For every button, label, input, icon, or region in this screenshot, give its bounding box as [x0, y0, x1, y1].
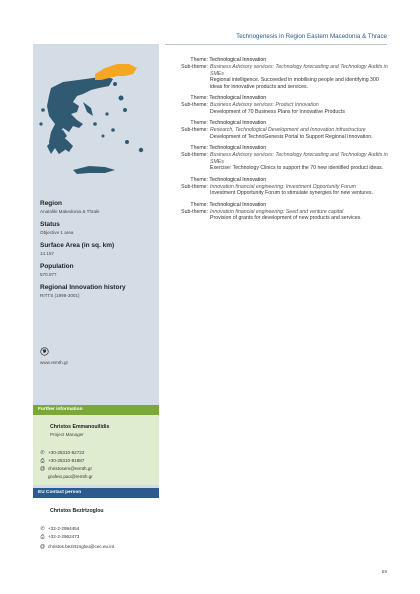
theme-title: Technological Innovation	[209, 95, 267, 101]
subtheme-text: Business Advisory services: Technology forecasting and Technology Audits in SMEs	[210, 64, 388, 77]
page-header-title: Technogenesis in Region Eastern Macedonia & Thrace	[236, 33, 387, 40]
theme-description: Development of 70 Business Plans for Innovative Products	[210, 108, 345, 115]
evia	[83, 102, 93, 116]
status-value: Objective 1 area	[40, 230, 74, 235]
eu-contact-heading: EU Contact person	[33, 488, 159, 498]
eu-contact-name: Christos Bezirtzoglou	[50, 508, 104, 514]
region-value: Anatoliki Makedonia & Thraki	[40, 209, 100, 214]
further-info-name: Christos Emmanouilidis	[50, 424, 110, 430]
further-info-phone: ✆ +30-25310-82722	[37, 450, 157, 456]
theme-block: Theme: Technological Innovation Sub-theme: Business Advisory services: Product Innovation Development of 70 Business Plans for Innovative Products	[166, 95, 388, 115]
header-divider	[165, 44, 387, 45]
subtheme-text: Business Advisory services: Technology forecasting and Technology Audits in SMEs	[210, 152, 388, 165]
subtheme-text: Research, Technological Development and Innovation infrastructure	[210, 127, 366, 133]
further-info-email-2[interactable]: grafeio.pao@remth.gr	[48, 474, 93, 479]
globe-icon	[40, 347, 49, 356]
further-info-role: Project Manager	[50, 432, 84, 437]
theme-title: Technological Innovation	[209, 176, 267, 183]
region-info	[40, 200, 156, 305]
theme-description: Regional intelligence. Succeeded in mobilising people and identifying 300 ideas for innovative products and services.	[210, 77, 379, 90]
subtheme-text: Innovation financial engineering: Investment Opportunity Forum	[210, 183, 356, 190]
theme-description: Development of TechnoGenesis Portal to Support Regional Innovation.	[210, 133, 373, 140]
further-info-fax: ⎙ +30-25310-81887	[37, 458, 157, 464]
phone-icon: ✆	[40, 450, 45, 456]
theme-block: Theme: Technological Innovation Sub-theme: Business Advisory services: Technology forecasting and Technology Audits in SMEs Exercise: Technology Clinics to support the 70 new identified product ideas.	[166, 145, 388, 172]
website-link[interactable]: www.remth.gr	[40, 360, 69, 365]
theme-block: Theme: Technological Innovation Sub-theme: Research, Technological Development and Innovation infrastructure Development of TechnoGenesis Portal to Support Regional Innovation.	[166, 120, 388, 140]
eu-contact-phone: ✆ +32-2-2994454	[37, 526, 157, 532]
further-info-email[interactable]: @ christosem@remth.gr	[37, 466, 157, 472]
history-value: RITTS (1998-2001)	[40, 293, 80, 298]
status-label: Status	[40, 221, 60, 228]
fax-icon: ⎙	[40, 534, 45, 540]
crete	[73, 166, 115, 174]
theme-title: Technological Innovation	[209, 145, 267, 151]
subtheme-text: Business Advisory services: Product Innovation	[210, 102, 319, 108]
history-label: Regional Innovation history	[40, 284, 126, 291]
surface-value: 14.157	[40, 251, 55, 256]
eu-contact-fax: ⎙ +32-2-2962473	[37, 534, 157, 540]
eu-contact-email[interactable]: @ christos.bezirtzoglou@cec.eu.int	[37, 544, 157, 550]
theme-description: Provision of grants for development of new products and services.	[210, 215, 362, 221]
theme-description: Exercise: Technology Clinics to support the 70 new identified product ideas.	[210, 165, 384, 171]
theme-title: Technological Innovation	[209, 201, 267, 208]
email-icon: @	[39, 544, 46, 550]
theme-block: Theme: Technological Innovation Sub-theme: Innovation financial engineering: Seed and venture capital Provision of grants for development of new products and services.	[166, 202, 388, 222]
theme-title: Technological Innovation	[209, 120, 267, 126]
fax-icon: ⎙	[40, 458, 45, 464]
region-label: Region	[40, 200, 63, 207]
themes-list	[166, 57, 388, 227]
population-label: Population	[40, 263, 74, 270]
theme-block: Theme: Technological Innovation Sub-theme: Innovation financial engineering: Investment Opportunity Forum Investment Opportunity Forum to stimulate synergies for new ventures.	[166, 177, 388, 197]
highlighted-region	[95, 64, 137, 80]
surface-label: Surface Area (in sq. km)	[40, 242, 115, 249]
page-number: 59	[381, 570, 387, 575]
greece-map	[33, 54, 159, 184]
subtheme-text: Innovation financial engineering: Seed and venture capital	[210, 208, 344, 215]
further-info-heading: Further information	[33, 405, 159, 415]
email-icon: @	[39, 466, 46, 472]
theme-title: Technological Innovation	[209, 57, 267, 63]
theme-block: Theme: Technological Innovation Sub-theme: Business Advisory services: Technology forecasting and Technology Audits in SMEs Regional intelligence. Succeeded in mobilising people and identifying 300 ideas for innovative products and services.	[166, 57, 388, 90]
phone-icon: ✆	[40, 526, 45, 532]
theme-description: Investment Opportunity Forum to stimulate synergies for new ventures.	[210, 190, 373, 196]
population-value: 570.977	[40, 272, 57, 277]
